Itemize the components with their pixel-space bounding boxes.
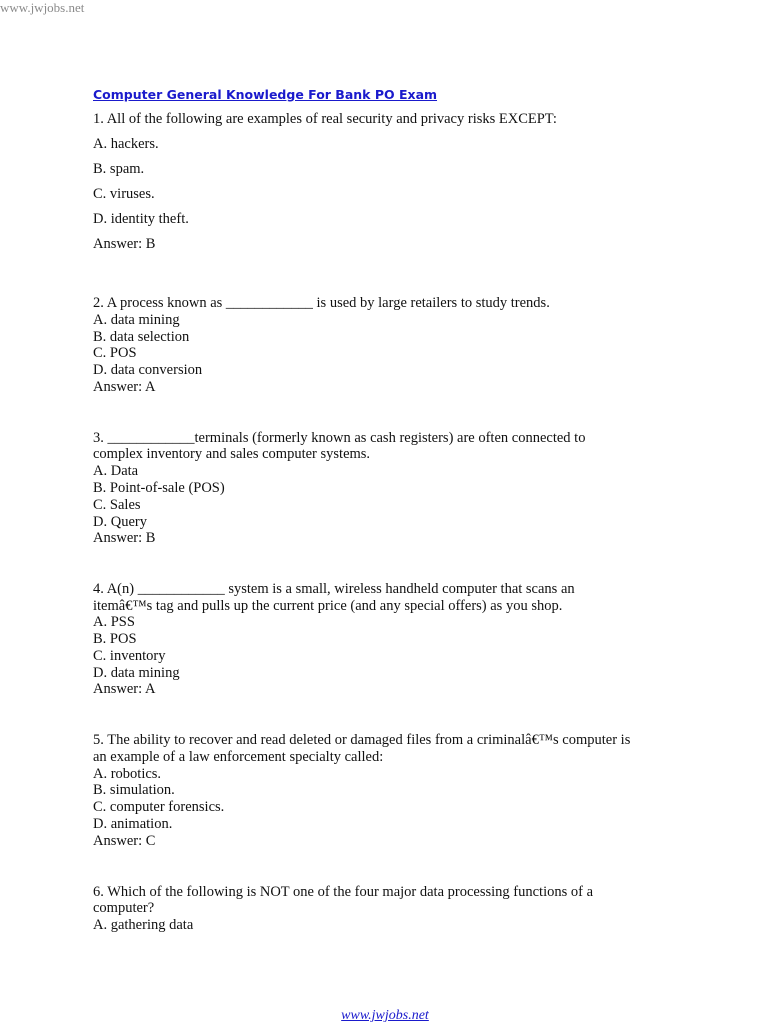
question-1-answer: Answer: B — [93, 236, 156, 252]
question-4-option-c: C. inventory — [93, 648, 166, 664]
question-2-option-c: C. POS — [93, 345, 137, 361]
question-5-option-a: A. robotics. — [93, 766, 162, 782]
document-title: Computer General Knowledge For Bank PO Exam — [93, 87, 438, 102]
watermark-top: www.jwjobs.net — [0, 0, 85, 15]
footer-link[interactable]: www.jwjobs.net — [341, 1008, 429, 1023]
question-6-text-line-2: computer? — [93, 900, 155, 916]
question-2-option-b: B. data selection — [93, 329, 190, 345]
question-4-text-line-2: itemâ€™s tag and pulls up the current price (and any special offers) as you shop. — [93, 598, 563, 614]
question-1-text: 1. All of the following are examples of real security and privacy risks EXCEPT: — [93, 111, 557, 127]
question-6-text-line-1: 6. Which of the following is NOT one of the four major data processing functions of a — [93, 884, 594, 900]
question-1-option-d: D. identity theft. — [93, 211, 189, 227]
question-2-option-d: D. data conversion — [93, 362, 203, 378]
question-3-option-a: A. Data — [93, 463, 139, 479]
question-5-answer: Answer: C — [93, 833, 156, 849]
question-2-text: 2. A process known as ____________ is used by large retailers to study trends. — [93, 295, 550, 311]
question-2-answer: Answer: A — [93, 379, 156, 395]
question-3-text-line-1: 3. ____________terminals (formerly known as cash registers) are often connected to — [93, 430, 586, 446]
question-2-option-a: A. data mining — [93, 312, 180, 328]
question-4-option-d: D. data mining — [93, 665, 180, 681]
question-3-option-c: C. Sales — [93, 497, 141, 513]
question-4-answer: Answer: A — [93, 681, 156, 697]
question-1-option-c: C. viruses. — [93, 186, 155, 202]
question-1-option-b: B. spam. — [93, 161, 145, 177]
question-3-option-b: B. Point-of-sale (POS) — [93, 480, 225, 496]
question-4-option-a: A. PSS — [93, 614, 135, 630]
question-5-option-b: B. simulation. — [93, 782, 175, 798]
question-3-text-line-2: complex inventory and sales computer systems. — [93, 446, 371, 462]
question-1-option-a: A. hackers. — [93, 136, 159, 152]
question-6-option-a: A. gathering data — [93, 917, 194, 933]
question-5-option-d: D. animation. — [93, 816, 173, 832]
question-5-option-c: C. computer forensics. — [93, 799, 225, 815]
question-5-text-line-1: 5. The ability to recover and read deleted or damaged files from a criminalâ€™s computer is — [93, 732, 631, 748]
question-4-text-line-1: 4. A(n) ____________ system is a small, wireless handheld computer that scans an — [93, 581, 575, 597]
question-3-option-d: D. Query — [93, 514, 147, 530]
question-3-answer: Answer: B — [93, 530, 156, 546]
question-4-option-b: B. POS — [93, 631, 137, 647]
question-5-text-line-2: an example of a law enforcement specialty called: — [93, 749, 384, 765]
